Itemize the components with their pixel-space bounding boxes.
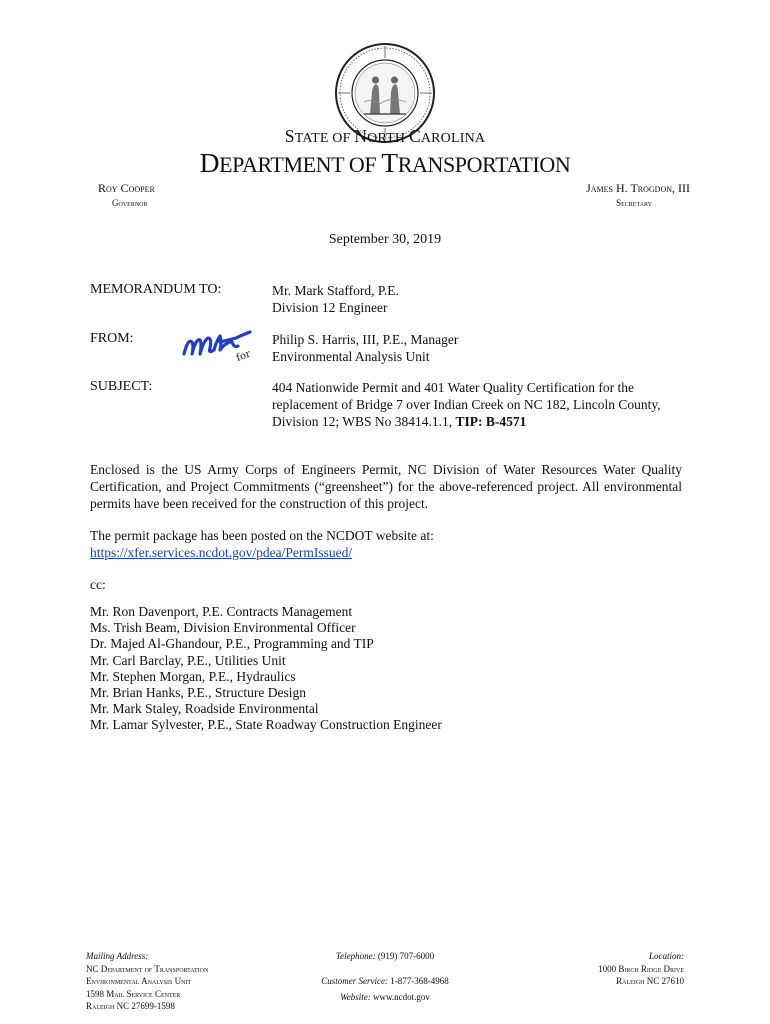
mailing-line-2: Environmental Analysis Unit [86, 976, 192, 986]
state-text-1: TATE OF [294, 131, 355, 146]
memo-from-line-1: Philip S. Harris, III, P.E., Manager [272, 332, 459, 347]
memo-from-label: FROM: [90, 331, 134, 346]
mailing-line-3: 1598 Mail Service Center [86, 988, 181, 999]
cc-list [90, 604, 442, 734]
location-line-2: Raleigh NC 27610 [616, 976, 684, 986]
state-name-heading [0, 126, 770, 147]
dept-text-2: RANSPORTATION [397, 152, 571, 177]
customer-service-value: 1-877-368-4968 [390, 975, 449, 986]
dept-initial-t: T [381, 147, 398, 178]
location-label: Location: [649, 951, 684, 961]
mailing-line-4: Raleigh NC 27699-1598 [86, 1001, 175, 1011]
department-heading [0, 147, 770, 179]
cc-list-item: Ms. Trish Beam, Division Environmental Officer [90, 620, 356, 636]
footer-location [598, 950, 684, 988]
permit-posted-text: The permit package has been posted on the NCDOT website at: [90, 528, 434, 543]
dept-text-1: EPARTMENT OF [219, 152, 382, 177]
secretary-title: Secretary [616, 198, 652, 208]
memo-to-value [272, 282, 692, 316]
location-line-1: 1000 Birch Ridge Drive [598, 963, 684, 974]
memo-to-label: MEMORANDUM TO: [90, 282, 222, 297]
cc-list-item: Mr. Stephen Morgan, P.E., Hydraulics [90, 668, 296, 684]
mailing-label: Mailing Address: [86, 951, 149, 961]
memo-from-line-2: Environmental Analysis Unit [272, 349, 430, 364]
state-initial: S [284, 126, 295, 146]
body-paragraph-2 [90, 527, 682, 561]
cc-list-item: Dr. Majed Al-Ghandour, P.E., Programming and TIP [90, 636, 374, 652]
memo-subject-wbs: Division 12; WBS No 38414.1.1, [272, 414, 456, 429]
body-paragraph-1: Enclosed is the US Army Corps of Engineers Permit, NC Division of Water Resources Water Quality Certification, and Project Commitments (“greensheet”) for the above-referenced project. All environmental permits have been received for the construction of this project. [90, 462, 682, 511]
cc-list-item: Mr. Mark Staley, Roadside Environmental [90, 701, 319, 717]
memo-subject-line-1: 404 Nationwide Permit and 401 Water Quality Certification for the [272, 380, 634, 395]
secretary-name: James H. Trogdon, III [586, 181, 690, 195]
cc-list-item: Mr. Brian Hanks, P.E., Structure Design [90, 685, 306, 701]
telephone-value: (919) 707-6000 [377, 951, 435, 961]
cc-label: cc: [90, 577, 106, 592]
memo-subject-tip: TIP: B-4571 [455, 414, 527, 429]
website-value: www.ncdot.gov [373, 992, 430, 1002]
memo-date: September 30, 2019 [328, 232, 442, 247]
memo-subject-line-3 [272, 413, 692, 430]
memo-subject-value [272, 379, 692, 430]
memo-to-line-2: Division 12 Engineer [272, 300, 388, 315]
website-line [0, 991, 770, 1004]
signature-for-text: for [234, 348, 253, 364]
memo-from-value [272, 331, 692, 365]
state-initial-n: N [354, 126, 368, 146]
memo-to-line-1: Mr. Mark Stafford, P.E. [272, 283, 399, 298]
telephone-label: Telephone: [335, 951, 376, 961]
dept-initial-d: D [199, 147, 220, 178]
customer-service-label: Customer Service: [321, 975, 388, 986]
permit-link[interactable]: https://xfer.services.ncdot.gov/pdea/PermIssued/ [90, 545, 353, 560]
cc-list-item: Mr. Lamar Sylvester, P.E., State Roadway Construction Engineer [90, 717, 442, 733]
website-label: Website: [340, 992, 371, 1002]
mailing-line-1: NC Department of Transportation [86, 963, 209, 974]
memo-subject-line-2: replacement of Bridge 7 over Indian Creek on NC 182, Lincoln County, [272, 397, 661, 412]
cc-list-item: Mr. Ron Davenport, P.E. Contracts Management [90, 604, 353, 619]
memo-subject-label: SUBJECT: [90, 379, 153, 394]
signature-image [180, 328, 264, 364]
cc-list-item: Mr. Carl Barclay, P.E., Utilities Unit [90, 652, 286, 668]
state-initial-c: C [408, 126, 421, 146]
state-text-2: ORTH [367, 131, 409, 146]
governor-name: Roy Cooper [98, 181, 155, 195]
governor-title: Governor [112, 198, 148, 208]
state-text-3: AROLINA [420, 131, 486, 146]
